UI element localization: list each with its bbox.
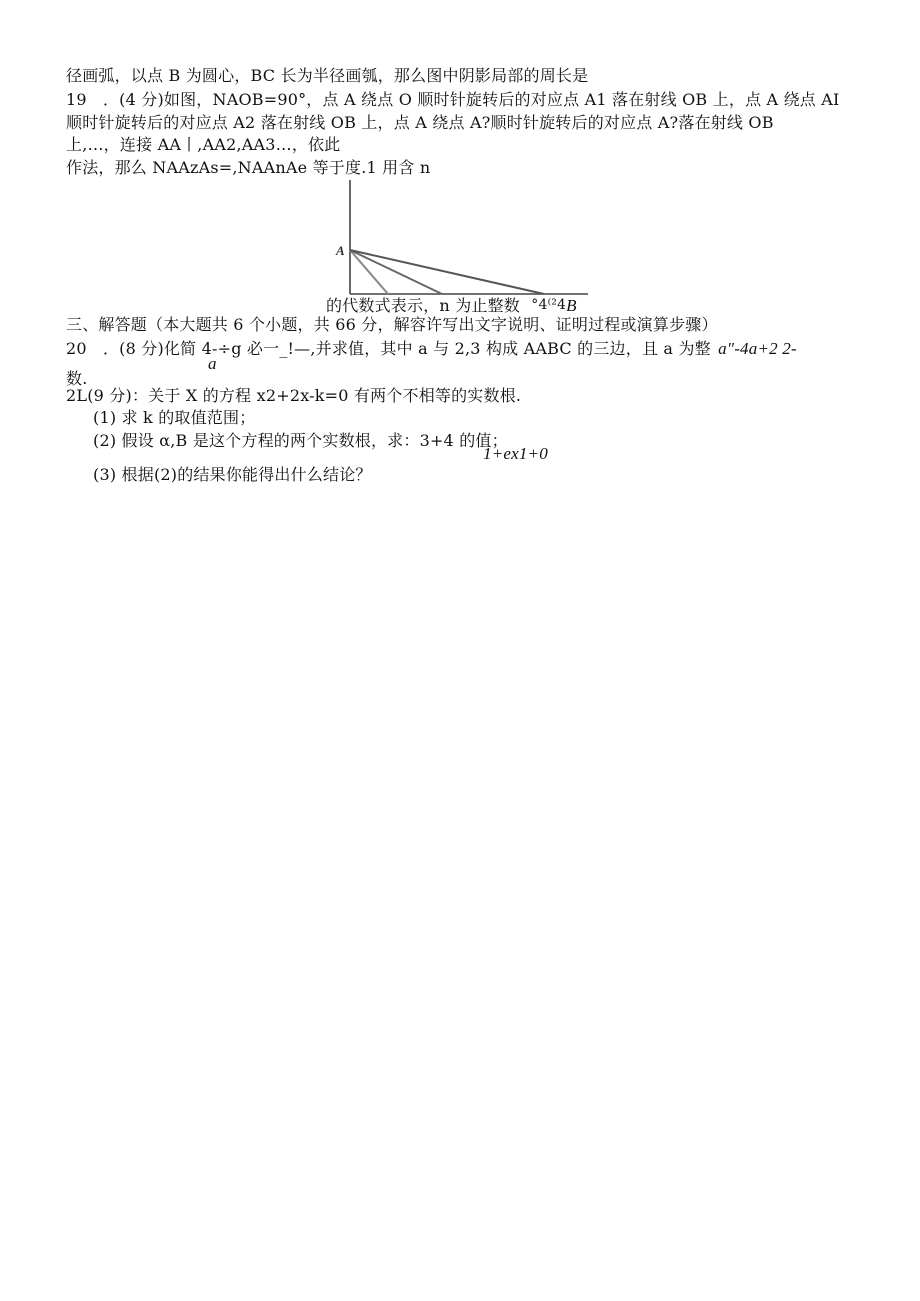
question-19-line-5: [326, 296, 577, 317]
segment-a-a3: [350, 250, 544, 294]
label-a: A: [336, 243, 345, 258]
question-21-part-3: (3) 根据(2)的结果你能得出什么结论？: [93, 465, 372, 484]
question-19-figure-tail: °4⁽²4: [531, 297, 567, 313]
question-20-line-1: [66, 339, 797, 359]
section-3-heading: 三、解答题（本大题共 6 个小题，共 66 分，解容许写出文字说明、证明过程或演算步骤）: [66, 315, 718, 334]
question-19-line-2: 顺时针旋转后的对应点 A2 落在射线 OB 上，点 A 绕点 A?顺时针旋转后的对应点 A?落在射线 OB: [66, 113, 774, 132]
question-21-part-1: (1) 求 k 的取值范围；: [93, 408, 256, 427]
text-line-1: 径画弧，以点 B 为圆心，BC 长为半径画瓠，那么图中阴影局部的周长是: [66, 66, 589, 85]
rotation-figure: [330, 178, 590, 300]
question-19-line-4: 作法，那么 NAAzAs=,NAAnAe 等于度.1 用含 n: [66, 158, 431, 177]
question-19-line-3: 上,…，连接 AA丨,AA2,AA3…，依此: [66, 135, 341, 154]
question-21-heading: 2L(9 分)：关于 X 的方程 x2+2x-k=0 有两个不相等的实数根.: [66, 386, 522, 405]
question-21-part-2-denominator: 1+ex1+0: [483, 444, 548, 463]
question-20-text: 20 ．(8 分)化简 4-÷g 必一_!—,并求值，其中 a 与 2,3 构成 AABC 的三边，且 a 为整: [66, 339, 711, 358]
segment-a-a2: [350, 250, 442, 294]
question-21-part-2: (2) 假设 α,B 是这个方程的两个实数根，求：3+4 的值；: [93, 431, 508, 450]
figure-label-b: B: [566, 296, 577, 315]
question-20-formula: a"-4a+2 2-: [718, 339, 797, 358]
question-20-line-2: 数.: [66, 369, 88, 388]
question-19-line-5-text: 的代数式表示，n 为止整数: [326, 296, 520, 315]
question-20-denominator: a: [208, 354, 217, 373]
question-19-line-1: 19 ．(4 分)如图，NAOB=90°，点 A 绕点 O 顺时针旋转后的对应点 A1 落在射线 OB 上，点 A 绕点 AI: [66, 90, 840, 109]
